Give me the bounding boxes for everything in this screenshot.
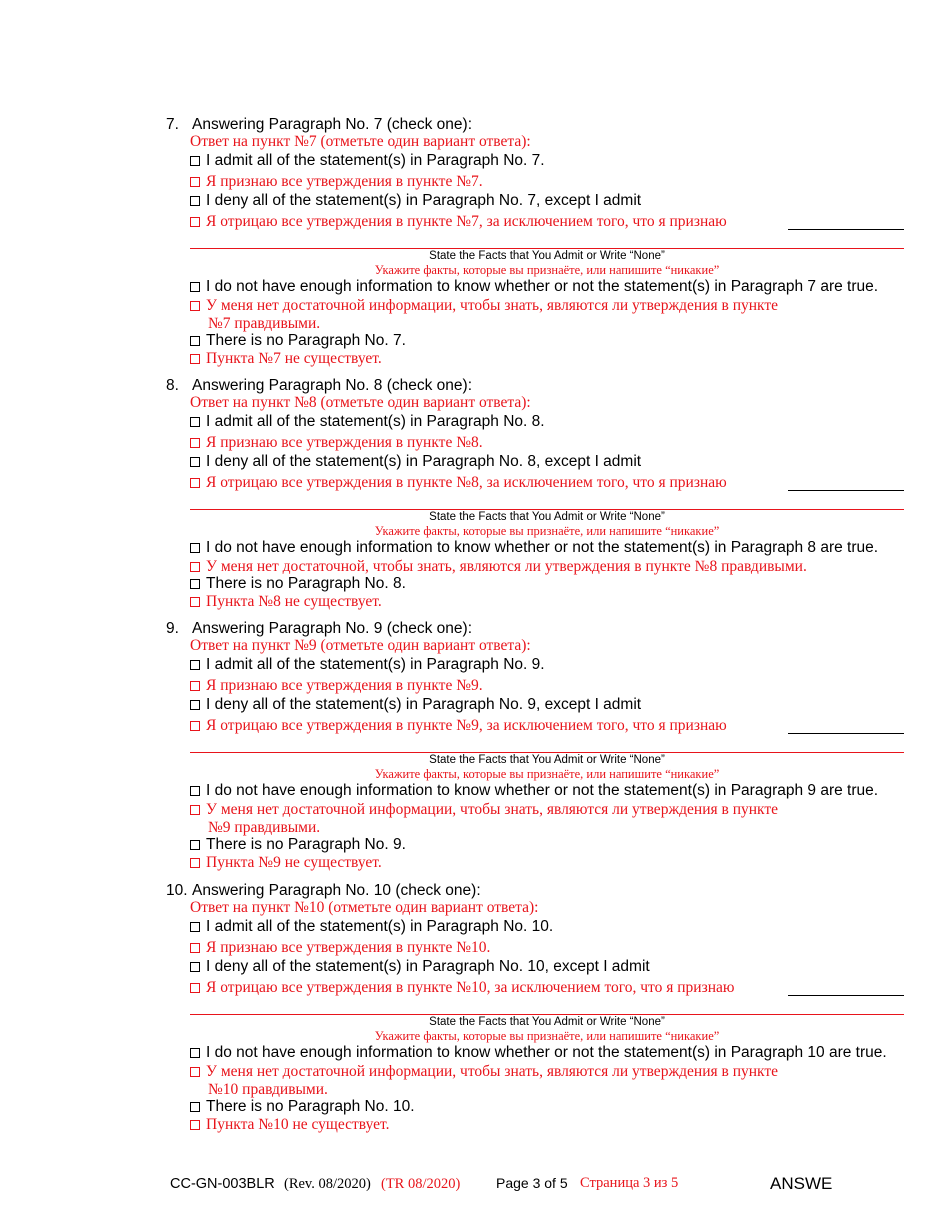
no-paragraph-label-ru: Пункта №7 не существует. [206,350,382,367]
section-title-ru: Ответ на пункт №10 (отметьте один вариант ответа): [190,899,539,916]
no-info-label-ru: У меня нет достаточной, чтобы знать, являются ли утверждения в пункте №8 правдивыми. [206,558,807,575]
section-number: 7. [166,116,179,133]
deny-checkbox-ru[interactable] [190,721,200,731]
section-title [166,619,906,638]
page-footer [0,1174,950,1198]
no-paragraph-label: There is no Paragraph No. 10. [206,1098,415,1115]
deny-label-ru: Я отрицаю все утверждения в пункте №10, за исключением того, что я признаю [206,979,735,996]
no-info-option-ru[interactable] [190,558,807,576]
deny-option[interactable] [190,696,641,714]
no-paragraph-option-ru[interactable] [190,854,382,872]
form-title: ANSWE [770,1174,833,1193]
no-info-checkbox[interactable] [190,786,200,796]
no-info-label-ru-cont: №7 правдивыми. [208,315,321,332]
admit-checkbox-ru[interactable] [190,177,200,187]
no-info-label: I do not have enough information to know whether or not the statement(s) in Paragraph 10 are true. [206,1044,887,1061]
paragraph-10-section [166,881,906,1133]
no-info-label-ru-cont: №10 правдивыми. [208,1081,328,1098]
no-info-option-ru[interactable] [190,297,778,315]
no-paragraph-checkbox-ru[interactable] [190,597,200,607]
no-paragraph-option-ru[interactable] [190,593,382,611]
admit-option[interactable] [190,152,545,170]
admit-option[interactable] [190,918,553,936]
no-paragraph-checkbox[interactable] [190,336,200,346]
admit-label: I admit all of the statement(s) in Paragraph No. 8. [206,413,545,430]
deny-label-ru: Я отрицаю все утверждения в пункте №9, за исключением того, что я признаю [206,717,727,734]
section-number: 8. [166,377,179,394]
deny-option-ru[interactable] [190,474,727,492]
deny-label-ru: Я отрицаю все утверждения в пункте №7, за исключением того, что я признаю [206,213,727,230]
no-paragraph-label-ru: Пункта №9 не существует. [206,854,382,871]
admit-option[interactable] [190,656,545,674]
section-title-ru: Ответ на пункт №7 (отметьте один вариант ответа): [190,133,531,150]
admit-option-ru[interactable] [190,434,483,452]
page-number: Page 3 of 5 [496,1175,568,1191]
no-info-option[interactable] [190,278,878,296]
admit-option-ru[interactable] [190,939,490,957]
admitted-facts-blank[interactable] [788,229,904,230]
admitted-facts-blank[interactable] [788,995,904,996]
no-paragraph-label: There is no Paragraph No. 7. [206,332,406,349]
admit-label: I admit all of the statement(s) in Paragraph No. 7. [206,152,545,169]
no-info-label: I do not have enough information to know whether or not the statement(s) in Paragraph 9 are true. [206,782,879,799]
no-info-option-ru[interactable] [190,1063,778,1081]
section-number: 9. [166,620,179,637]
admit-checkbox-ru[interactable] [190,943,200,953]
no-info-option[interactable] [190,1044,887,1062]
admit-label: I admit all of the statement(s) in Paragraph No. 9. [206,656,545,673]
deny-checkbox-ru[interactable] [190,217,200,227]
facts-caption-ru: Укажите факты, которые вы признаёте, или напишите “никакие” [374,263,720,277]
admit-option-ru[interactable] [190,173,483,191]
no-paragraph-option[interactable] [190,1098,415,1116]
admit-option-ru[interactable] [190,677,483,695]
admit-option[interactable] [190,413,545,431]
admitted-facts-blank[interactable] [788,733,904,734]
paragraph-7-section [166,115,906,367]
deny-checkbox[interactable] [190,196,200,206]
deny-option[interactable] [190,958,650,976]
deny-option[interactable] [190,192,641,210]
facts-caption-ru: Укажите факты, которые вы признаёте, или напишите “никакие” [374,1029,720,1043]
facts-caption-ru: Укажите факты, которые вы признаёте, или напишите “никакие” [374,767,720,781]
admit-label-ru: Я признаю все утверждения в пункте №8. [206,434,483,451]
deny-label: I deny all of the statement(s) in Paragraph No. 10, except I admit [206,958,650,975]
section-title-ru: Ответ на пункт №9 (отметьте один вариант ответа): [190,637,531,654]
facts-caption: State the Facts that You Admit or Write “None” [429,754,665,766]
deny-checkbox[interactable] [190,962,200,972]
deny-checkbox-ru[interactable] [190,983,200,993]
no-paragraph-label-ru: Пункта №8 не существует. [206,593,382,610]
no-info-checkbox[interactable] [190,282,200,292]
no-info-checkbox-ru[interactable] [190,1067,200,1077]
section-number: 10. [166,882,188,899]
no-info-option[interactable] [190,539,878,557]
admit-checkbox-ru[interactable] [190,438,200,448]
no-info-option-ru[interactable] [190,801,778,819]
page-number-ru: Страница 3 из 5 [580,1175,679,1191]
admit-label-ru: Я признаю все утверждения в пункте №7. [206,173,483,190]
admit-checkbox[interactable] [190,156,200,166]
deny-checkbox[interactable] [190,457,200,467]
no-info-label-ru: У меня нет достаточной информации, чтобы знать, являются ли утверждения в пункте [206,801,779,818]
no-info-checkbox-ru[interactable] [190,301,200,311]
deny-label: I deny all of the statement(s) in Paragraph No. 7, except I admit [206,192,642,209]
no-paragraph-checkbox[interactable] [190,579,200,589]
section-title [166,115,906,134]
no-info-label-ru: У меня нет достаточной информации, чтобы знать, являются ли утверждения в пункте [206,297,779,314]
facts-caption: State the Facts that You Admit or Write “None” [429,511,665,523]
no-info-label-ru: У меня нет достаточной информации, чтобы знать, являются ли утверждения в пункте [206,1063,779,1080]
no-paragraph-checkbox[interactable] [190,840,200,850]
no-info-label: I do not have enough information to know whether or not the statement(s) in Paragraph 8 are true. [206,539,879,556]
no-paragraph-option-ru[interactable] [190,1116,389,1134]
no-info-label-ru-cont: №9 правдивыми. [208,819,321,836]
facts-caption: State the Facts that You Admit or Write “None” [429,250,665,262]
no-info-checkbox[interactable] [190,543,200,553]
no-paragraph-checkbox-ru[interactable] [190,1120,200,1130]
admit-checkbox[interactable] [190,922,200,932]
no-paragraph-checkbox-ru[interactable] [190,858,200,868]
admit-label-ru: Я признаю все утверждения в пункте №10. [206,939,491,956]
no-paragraph-label-ru: Пункта №10 не существует. [206,1116,390,1133]
no-info-option[interactable] [190,782,878,800]
no-info-checkbox-ru[interactable] [190,805,200,815]
admit-checkbox[interactable] [190,417,200,427]
paragraph-8-section [166,376,906,610]
admitted-facts-blank[interactable] [788,490,904,491]
deny-label: I deny all of the statement(s) in Paragraph No. 9, except I admit [206,696,642,713]
no-paragraph-option[interactable] [190,575,406,593]
paragraph-9-section [166,619,906,871]
section-title [166,376,906,395]
no-info-label: I do not have enough information to know whether or not the statement(s) in Paragraph 7 are true. [206,278,879,295]
admit-label-ru: Я признаю все утверждения в пункте №9. [206,677,483,694]
deny-checkbox-ru[interactable] [190,478,200,488]
deny-checkbox[interactable] [190,700,200,710]
no-info-checkbox[interactable] [190,1048,200,1058]
no-paragraph-label: There is no Paragraph No. 9. [206,836,406,853]
section-title-text: Answering Paragraph No. 9 (check one): [192,620,473,637]
no-paragraph-label: There is no Paragraph No. 8. [206,575,406,592]
admit-checkbox-ru[interactable] [190,681,200,691]
form-id: CC-GN-003BLR [170,1176,275,1192]
deny-option-ru[interactable] [190,213,727,231]
section-title-text: Answering Paragraph No. 8 (check one): [192,377,473,394]
no-paragraph-option[interactable] [190,836,406,854]
deny-option-ru[interactable] [190,979,734,997]
no-info-checkbox-ru[interactable] [190,562,200,572]
admit-checkbox[interactable] [190,660,200,670]
admit-label: I admit all of the statement(s) in Paragraph No. 10. [206,918,554,935]
form-translation-revision: (TR 08/2020) [381,1176,461,1192]
facts-caption: State the Facts that You Admit or Write “None” [429,1016,665,1028]
section-title-text: Answering Paragraph No. 7 (check one): [192,116,473,133]
deny-label: I deny all of the statement(s) in Paragraph No. 8, except I admit [206,453,642,470]
no-paragraph-checkbox[interactable] [190,1102,200,1112]
deny-label-ru: Я отрицаю все утверждения в пункте №8, за исключением того, что я признаю [206,474,727,491]
section-title [166,881,906,900]
facts-caption-ru: Укажите факты, которые вы признаёте, или напишите “никакие” [374,524,720,538]
deny-option[interactable] [190,453,641,471]
section-title-text: Answering Paragraph No. 10 (check one): [192,882,481,899]
deny-option-ru[interactable] [190,717,727,735]
no-paragraph-option[interactable] [190,332,406,350]
section-title-ru: Ответ на пункт №8 (отметьте один вариант ответа): [190,394,531,411]
form-revision: (Rev. 08/2020) [284,1176,371,1192]
no-paragraph-option-ru[interactable] [190,350,382,368]
no-paragraph-checkbox-ru[interactable] [190,354,200,364]
